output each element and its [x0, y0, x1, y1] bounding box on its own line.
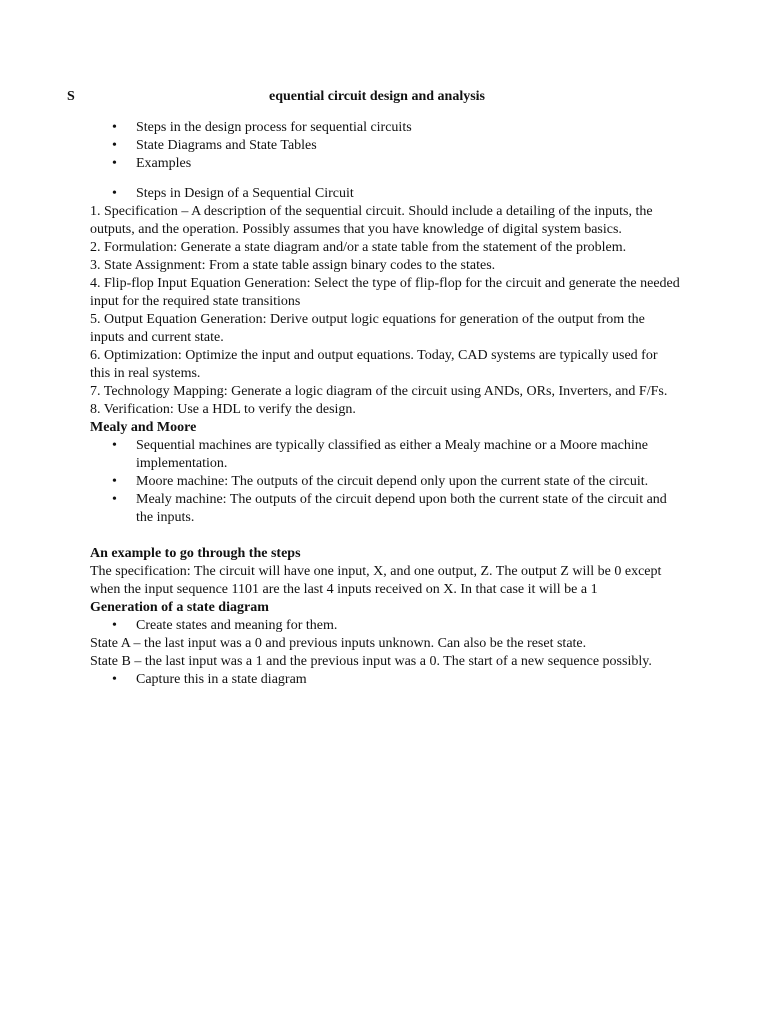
- title-first-letter: S: [67, 89, 75, 104]
- design-steps-bullet: • Steps in Design of a Sequential Circuit: [90, 185, 680, 203]
- state-diagram-list: [90, 617, 680, 635]
- document-body: [90, 119, 680, 689]
- design-step-8: 8. Verification: Use a HDL to verify the design.: [90, 402, 356, 417]
- state-diagram-bullet: • Create states and meaning for them.: [90, 617, 680, 635]
- outline-item: • Steps in the design process for sequential circuits: [90, 119, 680, 137]
- design-step-7: 7. Technology Mapping: Generate a logic diagram of the circuit using ANDs, ORs, Inverters, and F/Fs.: [90, 384, 668, 399]
- outline-list: [90, 119, 680, 173]
- mealy-moore-item: • Moore machine: The outputs of the circuit depend only upon the current state of the circuit.: [90, 473, 680, 491]
- document-title: [0, 88, 768, 106]
- example-heading: An example to go through the steps: [90, 546, 301, 561]
- design-step-5: 5. Output Equation Generation: Derive output logic equations for generation of the output from the inputs and current state.: [90, 312, 645, 345]
- mealy-moore-heading: Mealy and Moore: [90, 420, 197, 435]
- outline-item: • Examples: [90, 155, 680, 173]
- state-diagram-bullet: • Capture this in a state diagram: [90, 671, 680, 689]
- mealy-moore-item: • Sequential machines are typically classified as either a Mealy machine or a Moore machine implementation.: [90, 437, 680, 473]
- example-text: The specification: The circuit will have one input, X, and one output, Z. The output Z will be 0 except when the input sequence 1101 are the last 4 inputs received on X. In that case it will be a 1: [90, 564, 662, 597]
- design-steps-bullet-list: [90, 185, 680, 203]
- mealy-moore-list: [90, 437, 680, 527]
- title-rest: equential circuit design and analysis: [269, 89, 486, 104]
- design-step-1: 1. Specification – A description of the sequential circuit. Should include a detailing of the inputs, the outputs, and the operation. Possibly assumes that you have knowledge of digital system basics.: [90, 204, 653, 237]
- design-step-3: 3. State Assignment: From a state table assign binary codes to the states.: [90, 258, 496, 273]
- design-step-4: 4. Flip-flop Input Equation Generation: Select the type of flip-flop for the circuit and generate the needed input for the required state transitions: [90, 276, 680, 309]
- design-step-2: 2. Formulation: Generate a state diagram and/or a state table from the statement of the problem.: [90, 240, 627, 255]
- state-b-text: State B – the last input was a 1 and the previous input was a 0. The start of a new sequence possibly.: [90, 654, 652, 669]
- state-diagram-heading: Generation of a state diagram: [90, 600, 269, 615]
- outline-item: • State Diagrams and State Tables: [90, 137, 680, 155]
- state-diagram-list-2: [90, 671, 680, 689]
- mealy-moore-item: • Mealy machine: The outputs of the circuit depend upon both the current state of the circuit and the inputs.: [90, 491, 680, 527]
- design-step-6: 6. Optimization: Optimize the input and output equations. Today, CAD systems are typically used for this in real systems.: [90, 348, 658, 381]
- state-a-text: State A – the last input was a 0 and previous inputs unknown. Can also be the reset state.: [90, 636, 587, 651]
